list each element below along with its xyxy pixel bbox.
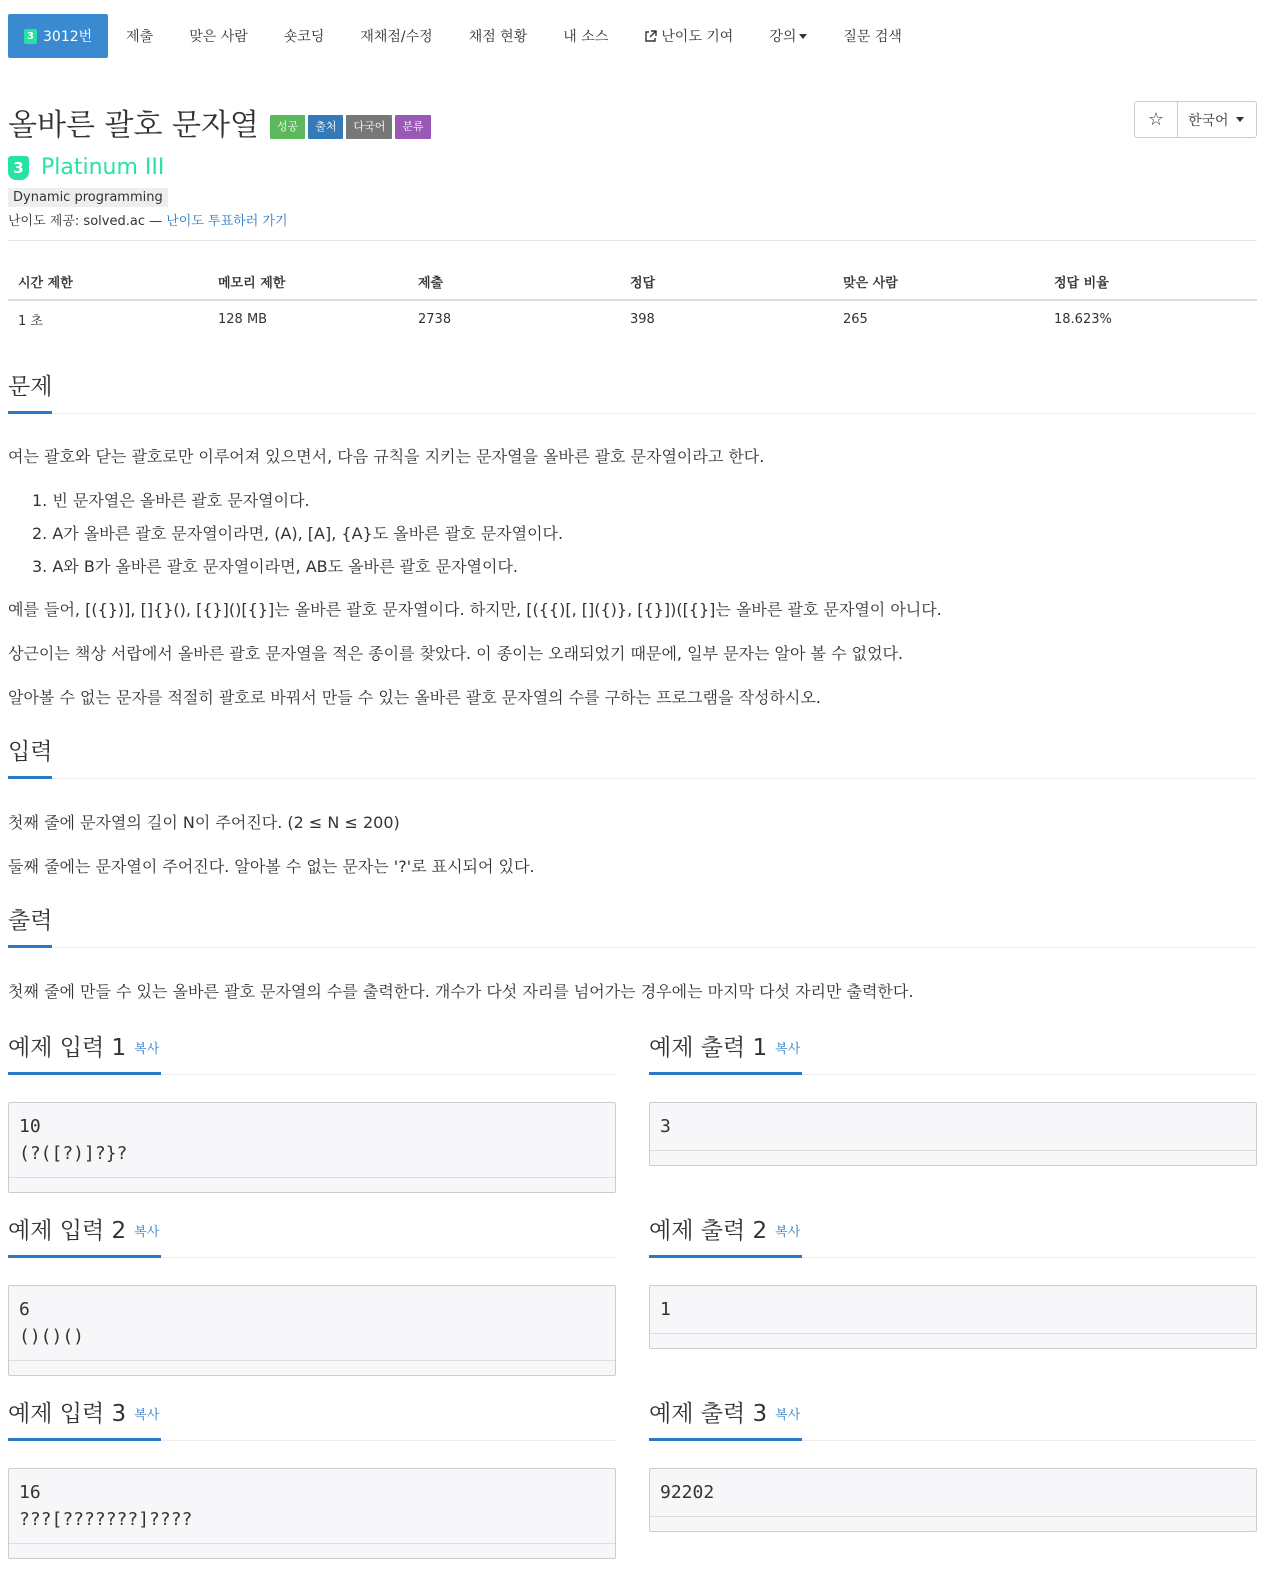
tab-lecture-label: 강의: [769, 29, 797, 45]
star-icon[interactable]: ☆: [1135, 102, 1178, 137]
tab-question-search[interactable]: 질문 검색: [843, 29, 902, 45]
tab-submit[interactable]: 제출: [126, 29, 154, 45]
tab-problem-label: 3012번: [43, 29, 93, 45]
list-item: 1. 빈 문자열은 올바른 괄호 문자열이다.: [32, 491, 310, 510]
sample-output-3[interactable]: [649, 1468, 1257, 1532]
copy-button[interactable]: 복사: [134, 1408, 160, 1423]
list-item: 3. A와 B가 올바른 괄호 문자열이라면, AB도 올바른 괄호 문자열이다.: [32, 557, 518, 576]
copy-button[interactable]: 복사: [775, 1042, 801, 1057]
vote-difficulty-link[interactable]: 난이도 투표하러 가기: [166, 214, 288, 229]
problem-title: 올바른 괄호 문자열: [8, 108, 259, 143]
sample-input-text: 10 (?([?)]?}?: [9, 1103, 615, 1178]
stats-cell: 265: [843, 312, 868, 327]
badge-multilang[interactable]: 다국어: [346, 115, 392, 139]
sample-input-2-header: [8, 1216, 616, 1258]
tab-my-source[interactable]: 내 소스: [563, 29, 609, 45]
divider: [8, 240, 1257, 241]
badges: [267, 115, 431, 139]
problem-story: 상근이는 책상 서랍에서 올바른 괄호 문자열을 적은 종이를 찾았다. 이 종이는 오래되었기 때문에, 일부 문자는 알아 볼 수 없었다.: [8, 644, 904, 663]
problem-nav: [8, 14, 920, 58]
rules-list: [32, 490, 563, 589]
list-item: 2. A가 올바른 괄호 문자열이라면, (A), [A], {A}도 올바른 괄호 문자열이다.: [32, 524, 564, 543]
copy-button[interactable]: 복사: [134, 1225, 160, 1240]
problem-task: 알아볼 수 없는 문자를 적절히 괄호로 바꿔서 만들 수 있는 올바른 괄호 문자열의 수를 구하는 프로그램을 작성하시오.: [8, 688, 821, 707]
problem-heading: 문제: [8, 372, 52, 414]
sample-output-2-header: [649, 1216, 1257, 1258]
chevron-down-icon: [799, 34, 807, 39]
stats-header: 제출: [408, 264, 620, 300]
tier-name: Platinum III: [41, 155, 165, 180]
output-line-1: 첫째 줄에 만들 수 있는 올바른 괄호 문자열의 수를 출력한다. 개수가 다섯 자리를 넘어가는 경우에는 마지막 다섯 자리만 출력한다.: [8, 982, 914, 1001]
sample-input-3[interactable]: [8, 1468, 616, 1559]
sample-input-title: [8, 1033, 161, 1075]
sample-input-1-header: [8, 1033, 616, 1075]
tab-problem[interactable]: [8, 14, 108, 58]
difficulty-provider: [8, 210, 288, 229]
stats-header: 정답 비율: [1044, 264, 1257, 300]
sample-input-3-header: [8, 1399, 616, 1441]
tab-difficulty-contribute[interactable]: [626, 14, 751, 58]
problem-stats-table: [8, 264, 1257, 338]
sample-output-label: 예제 출력 3: [649, 1401, 768, 1427]
sample-output-text: 92202: [650, 1469, 1256, 1517]
provider-text: 난이도 제공: solved.ac —: [8, 214, 167, 229]
tab-status[interactable]: 채점 현황: [468, 29, 528, 45]
external-link-icon: [644, 30, 657, 43]
sample-input-label: 예제 입력 3: [8, 1401, 127, 1427]
output-heading: 출력: [8, 906, 52, 948]
tab-solved-users[interactable]: 맞은 사람: [189, 29, 248, 45]
algorithm-tag[interactable]: Dynamic programming: [8, 188, 168, 207]
tier-badge-icon: 3: [8, 156, 29, 180]
stats-header: 정답: [620, 264, 833, 300]
copy-button[interactable]: 복사: [134, 1042, 160, 1057]
stats-cell: 18.623%: [1054, 312, 1112, 327]
sample-output-title: [649, 1033, 802, 1075]
sample-output-label: 예제 출력 1: [649, 1035, 768, 1061]
input-line-2: 둘째 줄에는 문자열이 주어진다. 알아볼 수 없는 문자는 '?'로 표시되어 있다.: [8, 857, 535, 876]
sample-output-title: [649, 1216, 802, 1258]
sample-input-text: 16 ???[???????]????: [9, 1469, 615, 1544]
tab-rejudge[interactable]: 재채점/수정: [360, 29, 433, 45]
sample-input-title: [8, 1216, 161, 1258]
stats-header-row: [8, 264, 1257, 300]
problem-controls: [1134, 101, 1257, 138]
problem-intro: 여는 괄호와 닫는 괄호로만 이루어져 있으면서, 다음 규칙을 지키는 문자열을 올바른 괄호 문자열이라고 한다.: [8, 447, 765, 466]
badge-source[interactable]: 출처: [308, 115, 343, 139]
tab-short-coding[interactable]: 숏코딩: [283, 29, 325, 45]
sample-output-label: 예제 출력 2: [649, 1218, 768, 1244]
problem-example: 예를 들어, [({})], []{}(), [{}]()[{}]는 올바른 괄호 문자열이다. 하지만, [({{)[, []({)}, [{}])([{}]는 올바른 괄호 문자열이 아니다.: [8, 600, 942, 619]
stats-cell: 2738: [418, 312, 452, 327]
tier-row: [8, 155, 164, 180]
problem-section-header: [8, 372, 1257, 414]
copy-button[interactable]: 복사: [775, 1408, 801, 1423]
tab-difficulty-label: 난이도 기여: [661, 29, 734, 45]
stats-cell: 128 MB: [218, 312, 268, 327]
language-select[interactable]: [1178, 102, 1256, 137]
stats-header: 메모리 제한: [208, 264, 408, 300]
sample-input-2[interactable]: [8, 1285, 616, 1376]
sample-input-1[interactable]: [8, 1102, 616, 1193]
title-row: [8, 100, 431, 144]
stats-row: [8, 300, 1257, 338]
sample-input-label: 예제 입력 2: [8, 1218, 127, 1244]
sample-output-1[interactable]: [649, 1102, 1257, 1166]
input-section-header: [8, 737, 1257, 779]
sample-output-3-header: [649, 1399, 1257, 1441]
stats-header: 시간 제한: [8, 264, 208, 300]
tab-lecture-dropdown[interactable]: [751, 14, 825, 58]
output-section-header: [8, 906, 1257, 948]
stats-cell: 398: [630, 312, 655, 327]
sample-output-text: 1: [650, 1286, 1256, 1334]
stats-header: 맞은 사람: [833, 264, 1044, 300]
input-heading: 입력: [8, 737, 52, 779]
badge-category[interactable]: 분류: [395, 115, 430, 139]
copy-button[interactable]: 복사: [775, 1225, 801, 1240]
language-label: 한국어: [1188, 112, 1229, 129]
tier-icon: 3: [24, 29, 37, 44]
sample-input-title: [8, 1399, 161, 1441]
sample-input-text: 6 ()()(): [9, 1286, 615, 1361]
sample-output-title: [649, 1399, 802, 1441]
badge-success[interactable]: 성공: [270, 115, 305, 139]
input-line-1: 첫째 줄에 문자열의 길이 N이 주어진다. (2 ≤ N ≤ 200): [8, 813, 400, 832]
stats-cell: 1 초: [18, 314, 43, 329]
chevron-down-icon: [1236, 117, 1244, 122]
sample-output-2[interactable]: [649, 1285, 1257, 1349]
sample-output-1-header: [649, 1033, 1257, 1075]
sample-input-label: 예제 입력 1: [8, 1035, 127, 1061]
sample-output-text: 3: [650, 1103, 1256, 1151]
